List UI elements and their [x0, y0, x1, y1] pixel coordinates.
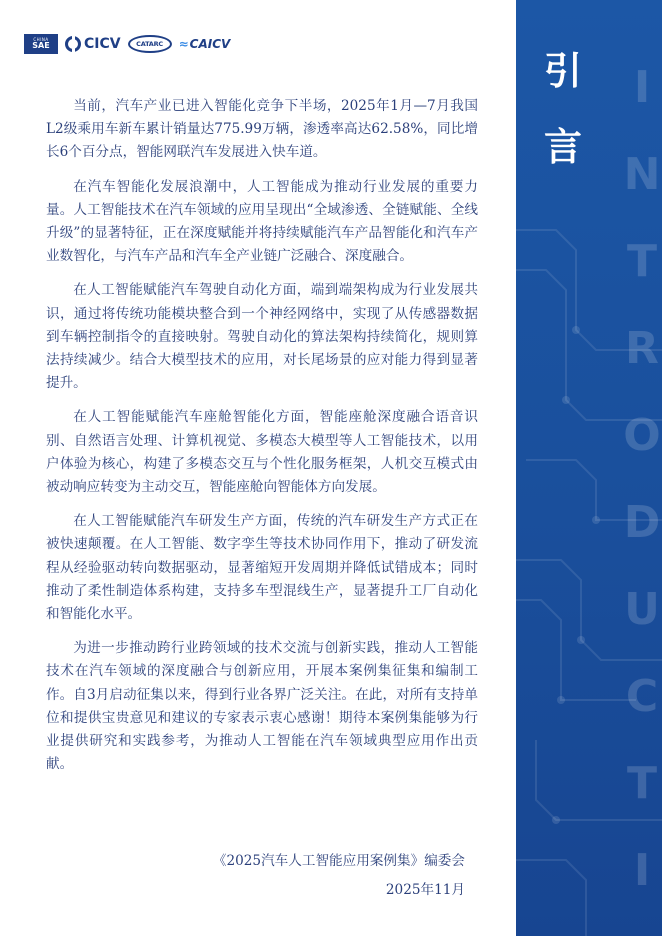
watermark-letter: U	[624, 584, 660, 635]
cicv-logo	[65, 36, 121, 52]
catarc-logo-text: CATARC	[136, 40, 164, 48]
paragraph-3: 在人工智能赋能汽车驾驶自动化方面，端到端架构成为行业发展共识，通过将传统功能模块整合到一个神经网络中，实现了从传感器数据到车辆控制指令的直接映射。驾驶自动化的算法架构持续简化，规则算法持续减少。结合大模型技术的应用，对长尾场景的应对能力得到显著提升。	[46, 282, 478, 392]
cicv-mark-icon	[65, 36, 81, 52]
page-title	[538, 49, 588, 169]
introduction-body	[46, 95, 478, 787]
caicv-swoosh-icon: ≈	[178, 37, 189, 51]
header-logos	[24, 34, 230, 54]
sae-logo-text: SAE	[32, 41, 50, 50]
side-banner	[516, 0, 662, 936]
title-char-1: 引	[543, 49, 582, 93]
watermark-letter: I	[633, 62, 651, 113]
paragraph-2: 在汽车智能化发展浪潮中，人工智能成为推动行业发展的重要力量。人工智能技术在汽车领域的应用呈现出“全域渗透、全链赋能、全线升级”的显著特征，正在深度赋能并将持续赋能汽车产品智能化和汽车产业数智化，与汽车产品和汽车全产业链广泛融合、深度融合。	[46, 178, 478, 265]
watermark-letter: I	[633, 845, 651, 896]
introduction-watermark	[618, 44, 662, 914]
paragraph-1: 当前，汽车产业已进入智能化竞争下半场，2025年1月—7月我国L2级乘用车新车累计销量达775.99万辆，渗透率高达62.58%，同比增长6个百分点，智能网联汽车发展进入快车道。	[46, 98, 478, 161]
signature-committee: 《2025汽车人工智能应用案例集》编委会	[212, 853, 465, 869]
paragraph-6: 为进一步推动跨行业跨领域的技术交流与创新实践，推动人工智能技术在汽车领域的深度融合与创新应用，开展本案例集征集和编制工作。自3月启动征集以来，得到行业各界广泛关注。在此，对所有支持单位和提供宝贵意见和建议的专家表示衷心感谢！期待本案例集能够为行业提供研究和实践参考，为推动人工智能在汽车领域典型应用作出贡献。	[46, 640, 478, 773]
watermark-letter: T	[626, 236, 657, 287]
paragraph-5: 在人工智能赋能汽车研发生产方面，传统的汽车研发生产方式正在被快速颠覆。在人工智能、数字孪生等技术协同作用下，推动了研发流程从经验驱动转向数据驱动，显著缩短开发周期并降低试错成本；同时推动了柔性制造体系构建，支持多车型混线生产，显著提升工厂自动化和智能化水平。	[46, 513, 478, 623]
signature-date: 2025年11月	[385, 882, 465, 898]
watermark-letter: N	[623, 149, 661, 200]
catarc-logo	[128, 35, 172, 53]
paragraph-4: 在人工智能赋能汽车座舱智能化方面，智能座舱深度融合语音识别、自然语言处理、计算机视觉、多模态大模型等人工智能技术，以用户体验为核心，构建了多模态交互与个性化服务框架，人机交互模式由被动响应转变为主动交互，智能座舱向智能体方向发展。	[46, 409, 478, 496]
sae-logo-top-text: CHINA	[33, 37, 49, 42]
caicv-logo-text: CAICV	[189, 37, 231, 51]
watermark-letter: O	[623, 410, 661, 461]
watermark-letter: D	[623, 497, 661, 548]
caicv-logo	[179, 37, 231, 51]
cicv-logo-text: CICV	[84, 36, 121, 52]
title-char-2: 言	[543, 125, 582, 169]
watermark-letter: T	[626, 758, 657, 809]
watermark-letter: R	[625, 323, 659, 374]
watermark-letter: C	[625, 671, 659, 722]
china-sae-logo	[24, 34, 58, 54]
